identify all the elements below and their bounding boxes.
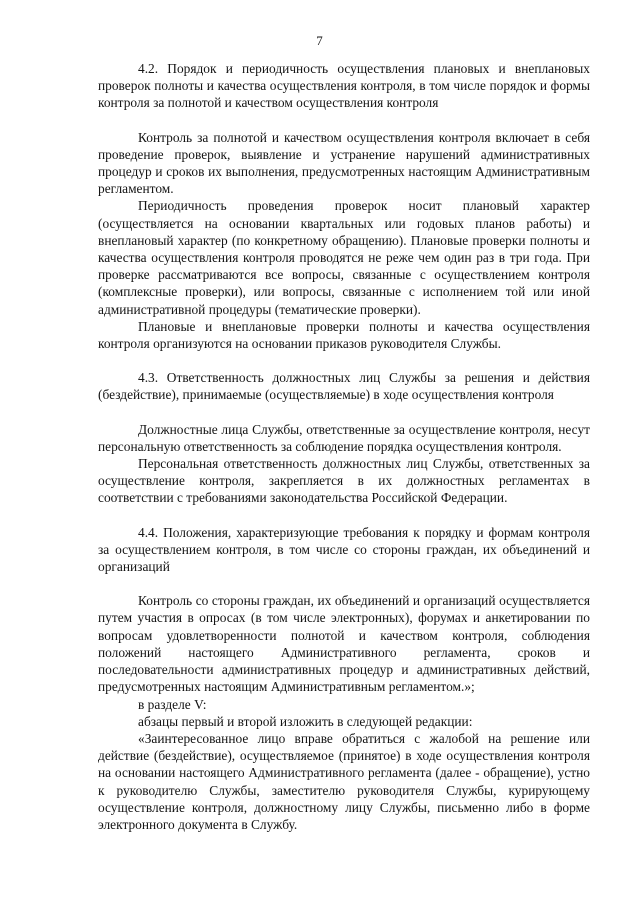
section-4-3-paragraph-1: Должностные лица Службы, ответственные за осуществление контроля, несут персональную ответственность за соблюдение порядка осуществления контроля. [98,421,590,454]
page-number: 7 [316,33,323,48]
section-4-3-heading: 4.3. Ответственность должностных лиц Службы за решения и действия (бездействие), принимаемые (осуществляемые) в ходе осуществления контроля [98,370,590,403]
section-4-4-heading: 4.4. Положения, характеризующие требования к порядку и формам контроля за осуществлением контроля, в том числе со стороны граждан, их объединений и организаций [98,524,590,575]
section-4-2-paragraph-1: Контроль за полнотой и качеством осуществления контроля включает в себя проведение проверок, выявление и устранение нарушений административных процедур и сроков их выполнения, предусмотренных настоящим Административным регламентом. [98,129,590,197]
section-4-3-paragraph-2: Персональная ответственность должностных лиц Службы, ответственных за осуществление контроля, закрепляется в их должностных регламентах в соответствии с требованиями законодательства Российской Федерации. [98,456,590,506]
document-body [98,60,590,833]
section-4-4-paragraph-2: в разделе V: [138,696,207,712]
section-4-4-paragraph-1: Контроль со стороны граждан, их объединений и организаций осуществляется путем участия в опросах (в том числе электронных), форумах и анкетировании по вопросам удовлетворенности полнотой и качеством контроля, соблюдения положений настоящего Административного регламента, сроков и последовательности административных процедур и административных действий, предусмотренных настоящим Административным регламентом.»; [98,593,590,695]
section-4-4-paragraph-4: «Заинтересованное лицо вправе обратиться с жалобой на решение или действие (бездействие), осуществляемое (принятое) в ходе осуществления контроля на основании настоящего Административного регламента (далее - обращение), устно к руководителю Службы, заместителю руководителя Службы, курирующему осуществление контроля, должностному лицу Службы, письменно либо в форме электронного документа в Службу. [98,730,590,832]
section-4-2-paragraph-3: Плановые и внеплановые проверки полноты и качества осуществления контроля организуются на основании приказов руководителя Службы. [98,318,590,352]
section-4-2-paragraph-2: Периодичность проведения проверок носит плановый характер (осуществляется на основании квартальных или годовых планов работы) и внеплановый характер (по конкретному обращению). Плановые проверки полноты и качества осуществления контроля проводятся не реже чем один раз в три года. При проверке рассматриваются все вопросы, связанные с осуществлением контроля (комплексные проверки), или вопросы, связанные с исполнением той или иной административной процедуры (тематические проверки). [98,198,590,317]
section-4-4-paragraph-3: абзацы первый и второй изложить в следующей редакции: [138,713,473,729]
section-4-2-heading: 4.2. Порядок и периодичность осуществления плановых и внеплановых проверок полноты и качества осуществления контроля, в том числе порядок и формы контроля за полнотой и качеством осуществления контроля [98,61,590,111]
